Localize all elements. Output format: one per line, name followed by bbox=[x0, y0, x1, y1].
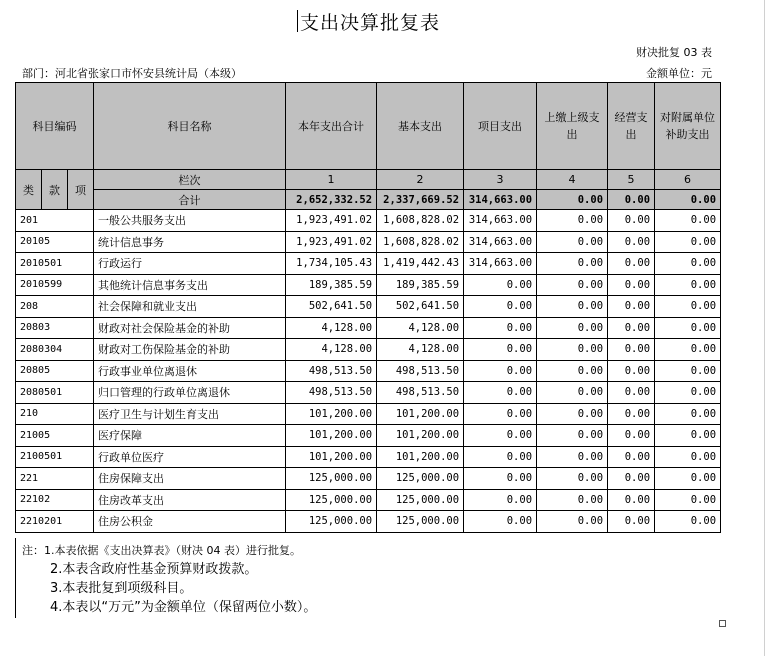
amount-cell: 0.00 bbox=[537, 339, 608, 361]
subject-name: 行政单位医疗 bbox=[94, 446, 286, 468]
amount-cell: 0.00 bbox=[537, 403, 608, 425]
subject-code: 20105 bbox=[16, 231, 94, 253]
notes-section bbox=[22, 541, 316, 617]
header-name: 科目名称 bbox=[94, 83, 286, 170]
subject-name: 住房改革支出 bbox=[94, 489, 286, 511]
subject-code: 2100501 bbox=[16, 446, 94, 468]
subject-code: 208 bbox=[16, 296, 94, 318]
amount-cell: 0.00 bbox=[655, 231, 721, 253]
header-basic: 基本支出 bbox=[377, 83, 464, 170]
table-row bbox=[16, 360, 721, 382]
total-value: 0.00 bbox=[608, 190, 655, 210]
amount-cell: 0.00 bbox=[655, 360, 721, 382]
amount-cell: 101,200.00 bbox=[377, 403, 464, 425]
amount-cell: 0.00 bbox=[608, 274, 655, 296]
amount-cell: 498,513.50 bbox=[377, 382, 464, 404]
subject-name: 医疗卫生与计划生育支出 bbox=[94, 403, 286, 425]
table-row bbox=[16, 382, 721, 404]
amount-cell: 0.00 bbox=[537, 360, 608, 382]
total-label: 合计 bbox=[94, 190, 286, 210]
amount-cell: 0.00 bbox=[464, 382, 537, 404]
amount-cell: 0.00 bbox=[608, 253, 655, 275]
table-row bbox=[16, 446, 721, 468]
table-row bbox=[16, 511, 721, 533]
table-row bbox=[16, 274, 721, 296]
amount-cell: 498,513.50 bbox=[286, 382, 377, 404]
amount-cell: 0.00 bbox=[464, 403, 537, 425]
amount-cell: 0.00 bbox=[464, 339, 537, 361]
table-row bbox=[16, 339, 721, 361]
amount-cell: 4,128.00 bbox=[377, 317, 464, 339]
amount-cell: 125,000.00 bbox=[286, 468, 377, 490]
amount-cell: 0.00 bbox=[608, 382, 655, 404]
subject-code: 2080501 bbox=[16, 382, 94, 404]
amount-cell: 314,663.00 bbox=[464, 210, 537, 232]
page-title: 支出决算批复表 bbox=[299, 12, 440, 34]
table-row bbox=[16, 403, 721, 425]
total-row bbox=[16, 190, 721, 210]
amount-cell: 0.00 bbox=[464, 511, 537, 533]
subject-name: 住房保障支出 bbox=[94, 468, 286, 490]
amount-cell: 0.00 bbox=[608, 511, 655, 533]
amount-cell: 0.00 bbox=[537, 274, 608, 296]
amount-cell: 1,608,828.02 bbox=[377, 210, 464, 232]
header-row bbox=[16, 83, 721, 170]
amount-cell: 502,641.50 bbox=[377, 296, 464, 318]
header-kuan: 款 bbox=[42, 170, 68, 210]
col-index-6: 6 bbox=[655, 170, 721, 190]
col-index-1: 1 bbox=[286, 170, 377, 190]
subject-name: 统计信息事务 bbox=[94, 231, 286, 253]
text-cursor bbox=[297, 10, 298, 32]
amount-cell: 0.00 bbox=[537, 468, 608, 490]
header-xiang: 项 bbox=[68, 170, 94, 210]
amount-cell: 4,128.00 bbox=[286, 339, 377, 361]
subject-name: 财政对社会保险基金的补助 bbox=[94, 317, 286, 339]
amount-cell: 0.00 bbox=[608, 231, 655, 253]
amount-cell: 498,513.50 bbox=[286, 360, 377, 382]
header-total: 本年支出合计 bbox=[286, 83, 377, 170]
form-number: 财决批复 03 表 bbox=[636, 46, 712, 59]
total-value: 2,337,669.52 bbox=[377, 190, 464, 210]
header-code: 科目编码 bbox=[16, 83, 94, 170]
note-item: 3.本表批复到项级科目。 bbox=[50, 581, 193, 596]
amount-cell: 0.00 bbox=[464, 360, 537, 382]
header-lei: 类 bbox=[16, 170, 42, 210]
resize-handle-icon[interactable] bbox=[719, 620, 726, 627]
subject-code: 20805 bbox=[16, 360, 94, 382]
subject-name: 社会保障和就业支出 bbox=[94, 296, 286, 318]
subject-name: 其他统计信息事务支出 bbox=[94, 274, 286, 296]
table-row bbox=[16, 210, 721, 232]
note-item: 2.本表含政府性基金预算财政拨款。 bbox=[50, 562, 258, 577]
amount-cell: 0.00 bbox=[608, 317, 655, 339]
expenditure-table bbox=[15, 82, 721, 533]
header-upper: 上缴上级支出 bbox=[537, 83, 608, 170]
amount-cell: 4,128.00 bbox=[377, 339, 464, 361]
amount-cell: 0.00 bbox=[608, 446, 655, 468]
amount-cell: 0.00 bbox=[464, 317, 537, 339]
amount-cell: 101,200.00 bbox=[286, 446, 377, 468]
table-row bbox=[16, 253, 721, 275]
amount-cell: 0.00 bbox=[537, 296, 608, 318]
amount-cell: 0.00 bbox=[655, 382, 721, 404]
subject-code: 210 bbox=[16, 403, 94, 425]
subject-code: 2210201 bbox=[16, 511, 94, 533]
amount-cell: 0.00 bbox=[655, 296, 721, 318]
amount-cell: 0.00 bbox=[608, 210, 655, 232]
subject-name: 归口管理的行政单位离退休 bbox=[94, 382, 286, 404]
amount-cell: 0.00 bbox=[537, 253, 608, 275]
amount-cell: 0.00 bbox=[608, 489, 655, 511]
subject-name: 住房公积金 bbox=[94, 511, 286, 533]
amount-cell: 125,000.00 bbox=[377, 511, 464, 533]
total-value: 2,652,332.52 bbox=[286, 190, 377, 210]
table-row bbox=[16, 317, 721, 339]
amount-cell: 101,200.00 bbox=[377, 446, 464, 468]
total-value: 314,663.00 bbox=[464, 190, 537, 210]
subject-code: 2010599 bbox=[16, 274, 94, 296]
subject-code: 21005 bbox=[16, 425, 94, 447]
amount-cell: 125,000.00 bbox=[286, 511, 377, 533]
notes-left-border bbox=[15, 538, 16, 618]
table-row bbox=[16, 468, 721, 490]
amount-cell: 498,513.50 bbox=[377, 360, 464, 382]
amount-cell: 0.00 bbox=[655, 446, 721, 468]
amount-cell: 0.00 bbox=[655, 253, 721, 275]
subject-code: 2010501 bbox=[16, 253, 94, 275]
amount-cell: 0.00 bbox=[608, 360, 655, 382]
amount-cell: 0.00 bbox=[464, 425, 537, 447]
amount-cell: 0.00 bbox=[608, 403, 655, 425]
amount-cell: 189,385.59 bbox=[286, 274, 377, 296]
header-business: 经营支出 bbox=[608, 83, 655, 170]
amount-cell: 0.00 bbox=[655, 511, 721, 533]
amount-cell: 0.00 bbox=[464, 296, 537, 318]
column-index-row bbox=[16, 170, 721, 190]
amount-cell: 0.00 bbox=[537, 210, 608, 232]
amount-cell: 4,128.00 bbox=[286, 317, 377, 339]
amount-cell: 0.00 bbox=[655, 210, 721, 232]
amount-cell: 1,923,491.02 bbox=[286, 231, 377, 253]
department-label: 部门：河北省张家口市怀安县统计局（本级） bbox=[22, 67, 242, 80]
subject-code: 201 bbox=[16, 210, 94, 232]
amount-cell: 0.00 bbox=[655, 489, 721, 511]
amount-cell: 0.00 bbox=[464, 468, 537, 490]
amount-cell: 0.00 bbox=[537, 511, 608, 533]
amount-cell: 314,663.00 bbox=[464, 231, 537, 253]
amount-cell: 101,200.00 bbox=[377, 425, 464, 447]
subject-name: 医疗保障 bbox=[94, 425, 286, 447]
amount-cell: 0.00 bbox=[608, 468, 655, 490]
amount-cell: 502,641.50 bbox=[286, 296, 377, 318]
note-item: 4.本表以“万元”为金额单位（保留两位小数）。 bbox=[50, 600, 317, 615]
amount-cell: 125,000.00 bbox=[286, 489, 377, 511]
header-project: 项目支出 bbox=[464, 83, 537, 170]
amount-cell: 0.00 bbox=[655, 403, 721, 425]
total-value: 0.00 bbox=[655, 190, 721, 210]
subject-code: 22102 bbox=[16, 489, 94, 511]
subject-code: 221 bbox=[16, 468, 94, 490]
amount-cell: 1,419,442.43 bbox=[377, 253, 464, 275]
amount-cell: 101,200.00 bbox=[286, 425, 377, 447]
amount-cell: 0.00 bbox=[608, 425, 655, 447]
col-index-2: 2 bbox=[377, 170, 464, 190]
amount-cell: 0.00 bbox=[464, 274, 537, 296]
note-item: 注：1.本表依据《支出决算表》（财决 04 表）进行批复。 bbox=[22, 544, 301, 557]
subject-code: 2080304 bbox=[16, 339, 94, 361]
amount-cell: 0.00 bbox=[608, 296, 655, 318]
page-edge-line bbox=[764, 0, 765, 656]
amount-cell: 1,923,491.02 bbox=[286, 210, 377, 232]
col-index-5: 5 bbox=[608, 170, 655, 190]
subject-name: 财政对工伤保险基金的补助 bbox=[94, 339, 286, 361]
subject-name: 一般公共服务支出 bbox=[94, 210, 286, 232]
table-row bbox=[16, 296, 721, 318]
amount-cell: 0.00 bbox=[537, 317, 608, 339]
amount-cell: 0.00 bbox=[537, 425, 608, 447]
unit-label: 金额单位：元 bbox=[646, 67, 712, 80]
amount-cell: 0.00 bbox=[537, 382, 608, 404]
col-index-3: 3 bbox=[464, 170, 537, 190]
subject-name: 行政运行 bbox=[94, 253, 286, 275]
amount-cell: 0.00 bbox=[655, 339, 721, 361]
table-row bbox=[16, 489, 721, 511]
amount-cell: 0.00 bbox=[464, 489, 537, 511]
amount-cell: 0.00 bbox=[608, 339, 655, 361]
total-value: 0.00 bbox=[537, 190, 608, 210]
subject-code: 20803 bbox=[16, 317, 94, 339]
amount-cell: 0.00 bbox=[655, 468, 721, 490]
amount-cell: 1,734,105.43 bbox=[286, 253, 377, 275]
amount-cell: 0.00 bbox=[464, 446, 537, 468]
amount-cell: 0.00 bbox=[537, 446, 608, 468]
header-subsidy: 对附属单位补助支出 bbox=[655, 83, 721, 170]
table-row bbox=[16, 425, 721, 447]
amount-cell: 101,200.00 bbox=[286, 403, 377, 425]
amount-cell: 314,663.00 bbox=[464, 253, 537, 275]
col-index-4: 4 bbox=[537, 170, 608, 190]
amount-cell: 125,000.00 bbox=[377, 489, 464, 511]
amount-cell: 0.00 bbox=[655, 274, 721, 296]
header-lanci: 栏次 bbox=[94, 170, 286, 190]
amount-cell: 189,385.59 bbox=[377, 274, 464, 296]
amount-cell: 0.00 bbox=[537, 231, 608, 253]
amount-cell: 1,608,828.02 bbox=[377, 231, 464, 253]
amount-cell: 0.00 bbox=[655, 317, 721, 339]
amount-cell: 0.00 bbox=[655, 425, 721, 447]
table-row bbox=[16, 231, 721, 253]
subject-name: 行政事业单位离退休 bbox=[94, 360, 286, 382]
amount-cell: 0.00 bbox=[537, 489, 608, 511]
amount-cell: 125,000.00 bbox=[377, 468, 464, 490]
